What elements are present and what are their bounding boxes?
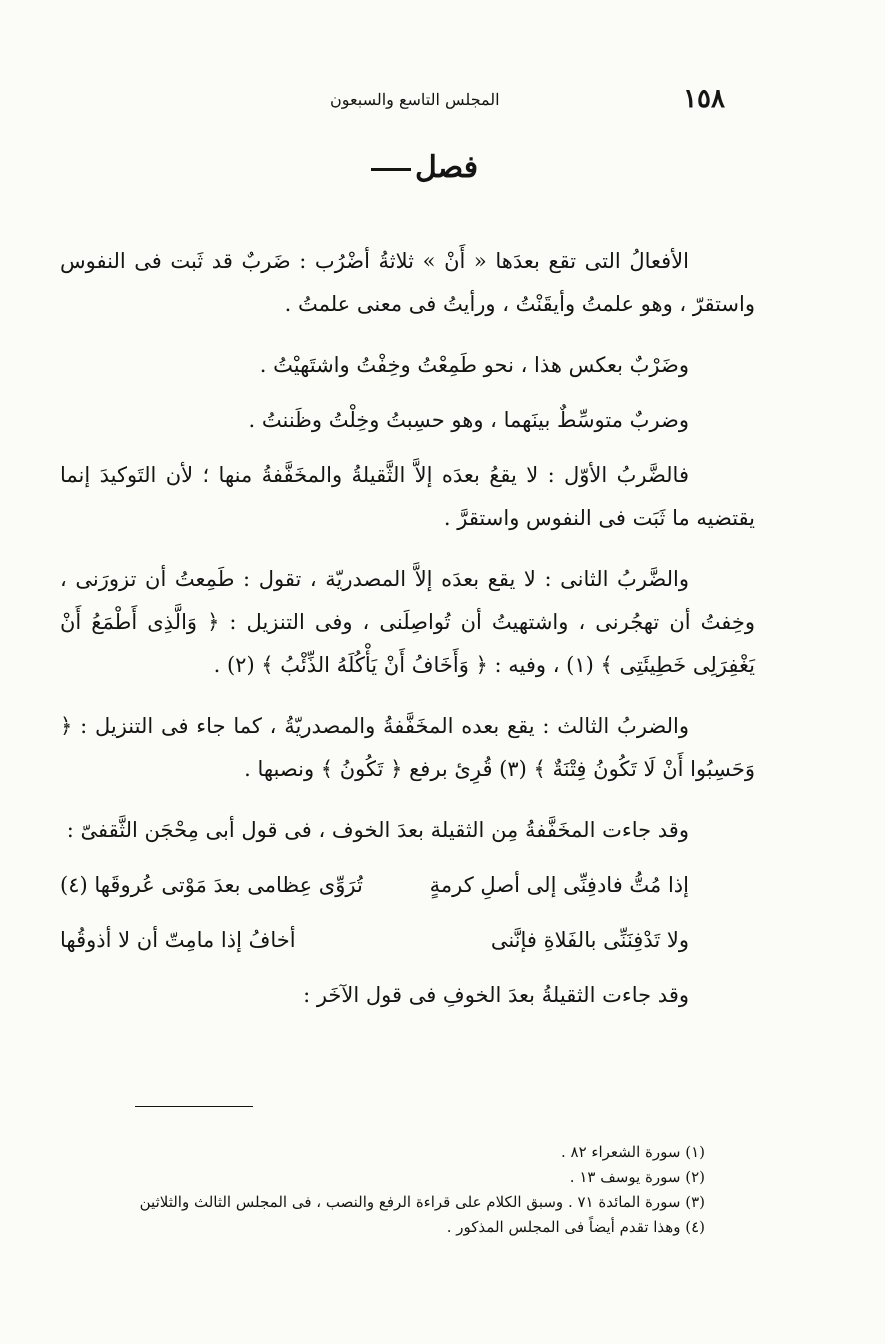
verse-hemistich-first: إذا مُتُّ فادفِنِّى إلى أصلِ كرمةٍ: [429, 873, 689, 897]
footnote: (٣) سورة المائدة ٧١ . وسبق الكلام على قراءة الرفع والنصب ، فى المجلس الثالث والثلاثين: [139, 1193, 705, 1211]
verse-line: [60, 864, 755, 907]
verse-hemistich-second: أخافُ إذا مامِتّ أن لا أذوقُها: [60, 928, 296, 952]
footnote-divider: [135, 1106, 253, 1107]
footnote: (٢) سورة يوسف ١٣ .: [569, 1168, 705, 1186]
paragraph: وقد جاءت الثقيلةُ بعدَ الخوفِ فى قول الآخَر :: [303, 983, 689, 1007]
paragraph: الأفعالُ التى تقع بعدَها « أَنْ » ثلاثةُ أضْرُب : ضَربٌ قد ثَبت فى النفوس واستقرّ ، وهو علمتُ وأيقَنْتُ ، ورأيتُ فى معنى علمتُ .: [60, 249, 755, 316]
paragraph: وضَرْبٌ بعكس هذا ، نحو طَمِعْتُ وخِفْتُ واشتَهيْتُ .: [259, 353, 689, 377]
section-title: [0, 150, 885, 185]
footnote: (٤) وهذا تقدم أيضاً فى المجلس المذكور .: [446, 1218, 705, 1236]
paragraph: فالضَّربُ الأوّل : لا يقعُ بعدَه إلاَّ الثَّقيلةُ والمخَفَّفةُ منها ؛ لأن التَوكيدَ إنما يقتضيه ما ثَبَت فى النفوس واستقرَّ .: [60, 463, 755, 530]
running-title: المجلس التاسع والسبعون: [330, 90, 500, 109]
page-number: ١٥٨: [683, 84, 725, 114]
paragraph: وقد جاءت المخَفَّفةُ مِن الثقيلة بعدَ الخوف ، فى قول أبى مِحْجَن الثَّقفىّ :: [66, 818, 689, 842]
verse-line: [60, 919, 755, 962]
verse-hemistich-second: تُرَوِّى عِظامى بعدَ مَوْتى عُروقَها (٤): [60, 873, 363, 897]
paragraph: وضربٌ متوسِّطٌ بينَهما ، وهو حسِبتُ وخِلْتُ وظَننتُ .: [248, 408, 689, 432]
verse-hemistich-first: ولا تَدْفِنَنِّى بالفَلاةِ فإنَّنى: [490, 928, 689, 952]
page-header: [60, 84, 725, 124]
section-title-text: فصل: [414, 150, 479, 185]
paragraph: والضَّربُ الثانى : لا يقع بعدَه إلاَّ المصدريّة ، تقول : طَمِعتُ أن تزورَنى ، وخِفتُ أن تهجُرنى ، واشتهيتُ أن تُواصِلَنى ، وفى التنزيل : ﴿ وَالَّذِى أَطْمَعُ أَنْ يَغْفِرَلِى خَطِيئَتِى ﴾ (١) ، وفيه : ﴿ وَأَخَافُ أَنْ يَأْكُلَهُ الذِّئْبُ ﴾ (٢) .: [60, 567, 755, 677]
paragraph: والضربُ الثالث : يقع بعده المخَفَّفةُ والمصدريّةُ ، كما جاء فى التنزيل : ﴿ وَحَسِبُوا أَنْ لَا تَكُونُ فِتْنَةٌ ﴾ (٣) قُرِئ برفع ﴿ تَكُونُ ﴾ ونصبها .: [60, 714, 755, 781]
title-underline: [371, 168, 411, 171]
footnotes: [60, 1140, 705, 1240]
main-text: [60, 240, 755, 1029]
footnote: (١) سورة الشعراء ٨٢ .: [560, 1143, 705, 1161]
